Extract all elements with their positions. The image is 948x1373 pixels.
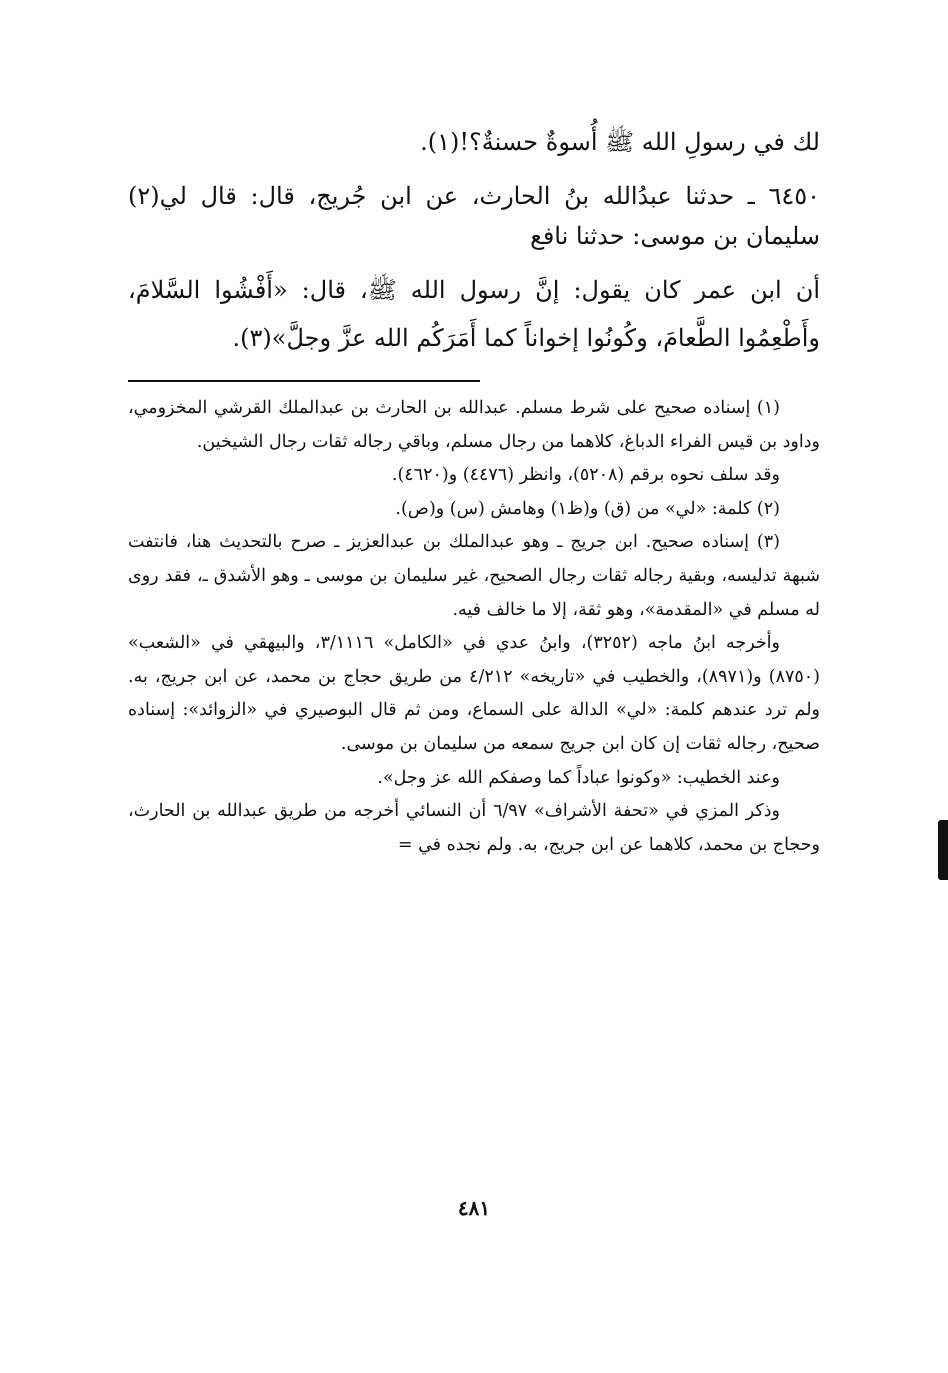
footnote-1: (١) إسناده صحيح على شرط مسلم. عبدالله بن الحارث بن عبدالملك القرشي المخزومي، وداود بن قيس الفراء الدباغ، كلاهما من رجال مسلم، وباقي رجاله ثقات رجال الشيخين. [128, 398, 820, 452]
footnote-3-sources: وأخرجه ابنُ ماجه (٣٢٥٢)، وابنُ عدي في «الكامل» ٣/١١١٦، والبيهقي في «الشعب» (٨٧٥٠) و(٨٩٧١)، والخطيب في «تاريخه» ٤/٢١٢ من طريق حجاج بن محمد، عن ابن جريج، به. ولم ترد عندهم كلمة: «لي» الدالة على السماع، ومن ثم قال البوصيري في «الزوائد»: إسناده صحيح، رجاله ثقات إن كان ابن جريج سمعه من سليمان بن موسى. [128, 633, 820, 754]
opening-line: لك في رسولِ الله ﷺ أُسوةٌ حسنةٌ؟!(١). [420, 128, 820, 156]
footnote-divider [128, 380, 480, 382]
footnote-3-khatib: وعند الخطيب: «وكونوا عباداً كما وصفكم الله عز وجل». [377, 767, 780, 788]
footnote-3-mizzi: وذكر المزي في «تحفة الأشراف» ٦/٩٧ أن النسائي أخرجه من طريق عبدالله بن الحارث، وحجاج بن محمد، كلاهما عن ابن جريج، به. ولم نجده في = [128, 801, 820, 855]
footnote-1-cross-ref: وقد سلف نحوه برقم (٥٢٠٨)، وانظر (٤٤٧٦) و(٤٦٢٠). [391, 465, 780, 486]
main-text [128, 118, 820, 362]
hadith-chain: ٦٤٥٠ ـ حدثنا عبدُالله بنُ الحارث، عن ابن جُريج، قال: قال لي(٢) سليمان بن موسى: حدثنا نافع [128, 182, 820, 250]
page-edge-mark [938, 820, 948, 880]
page-number: ٤٨١ [457, 1196, 491, 1220]
hadith-text: أن ابن عمر كان يقول: إنَّ رسول الله ﷺ، قال: «أَفْشُوا السَّلامَ، وأَطْعِمُوا الطَّعامَ، وكُونُوا إخواناً كما أَمَرَكُم الله عزَّ وجلَّ»(٣). [128, 276, 821, 352]
footnotes [128, 392, 820, 862]
footnote-2: (٢) كلمة: «لي» من (ق) و(ظ١) وهامش (س) و(ص). [395, 498, 780, 519]
page-content [128, 118, 820, 862]
footnote-3: (٣) إسناده صحيح. ابن جريج ـ وهو عبدالملك بن عبدالعزيز ـ صرح بالتحديث هنا، فانتفت شبهة تدليسه، وبقية رجاله ثقات رجال الصحيح، غير سليمان بن موسى ـ وهو الأشدق ـ، فقد روى له مسلم في «المقدمة»، وهو ثقة، إلا ما خالف فيه. [128, 532, 820, 620]
